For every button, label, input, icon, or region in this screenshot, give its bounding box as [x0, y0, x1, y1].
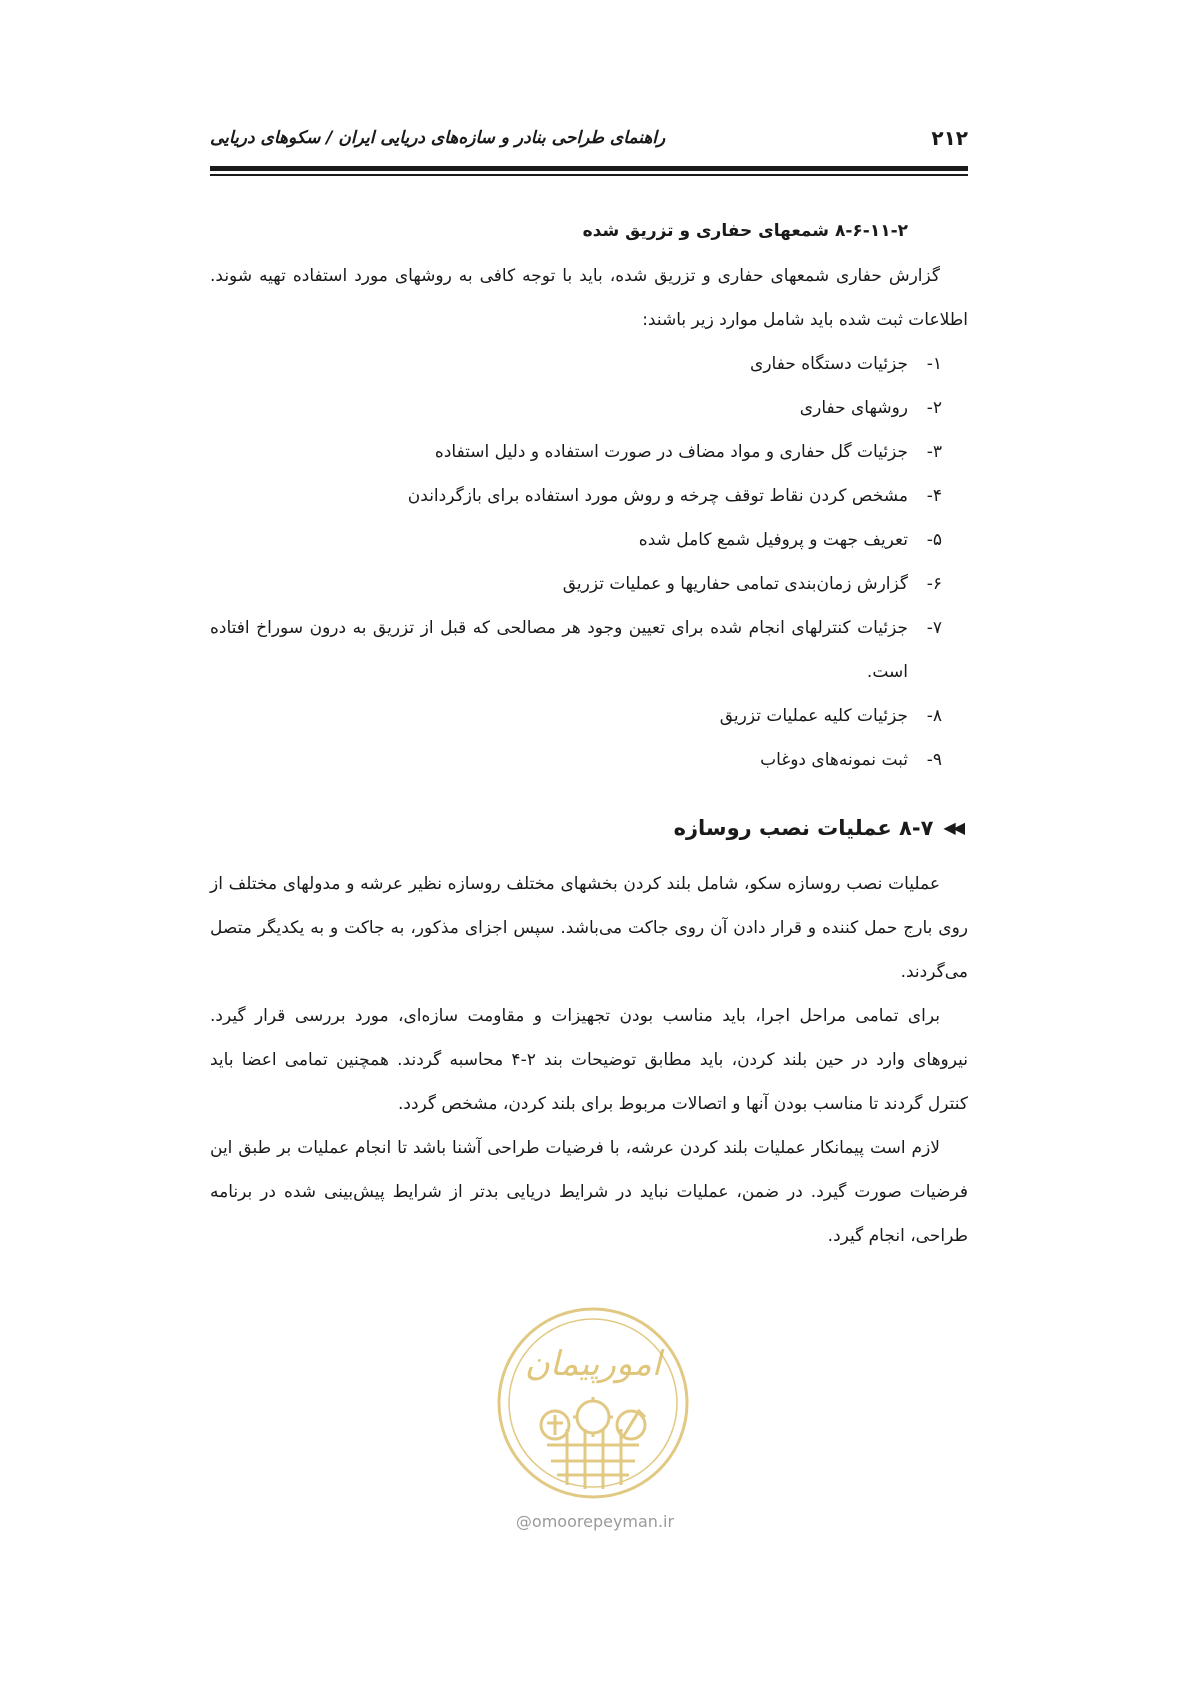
drilling-record-list — [210, 342, 968, 782]
list-item-text: جزئیات دستگاه حفاری — [750, 354, 908, 374]
watermark-url: @omoorepeyman.ir — [515, 1512, 675, 1531]
list-item-text: گزارش زمان‌بندی تمامی حفاریها و عملیات تزریق — [562, 574, 908, 594]
body-paragraph: برای تمامی مراحل اجرا، باید مناسب بودن تجهیزات و مقاومت سازه‌ای، مورد بررسی قرار گیرد. نیروهای وارد در حین بلند کردن، باید مطابق توضیحات بند ۲-۴ محاسبه گردند. همچنین تمامی اعضا باید کنترل گردند تا مناسب بودن آنها و اتصالات مربوط برای بلند کردن، مشخص گردد. — [210, 1006, 969, 1114]
body-paragraph: لازم است پیمانکار عملیات بلند کردن عرشه، با فرضیات طراحی آشنا باشد تا انجام عملیات بر طبق این فرضیات صورت گیرد. در ضمن، عملیات نباید در شرایط دریایی بدتر از شرایط پیش‌بینی شده در برنامه طراحی، انجام گیرد. — [210, 1138, 968, 1246]
body-paragraph: عملیات نصب روسازه سکو، شامل بلند کردن بخشهای مختلف روسازه نظیر عرشه و مدولهای مختلف از روی بارج حمل کننده و قرار دادن آن روی جاکت می‌باشد. سپس اجزای مذکور، به جاکت و به یکدیگر متصل می‌گردند. — [210, 874, 968, 982]
double-arrow-icon: ◀◀ — [943, 818, 962, 837]
list-item-text: ثبت نمونه‌های دوغاب — [760, 750, 908, 770]
list-item-text: روشهای حفاری — [799, 398, 908, 418]
watermark-logo-stamp — [495, 1305, 691, 1501]
page-number: ۲۱۲ — [931, 126, 968, 150]
list-item-number: ۱- — [926, 354, 942, 374]
list-item-number: ۵- — [926, 530, 942, 550]
watermark-logo-text: امورپیمان — [524, 1344, 662, 1384]
list-item-text: جزئیات گل حفاری و مواد مضاف در صورت استفاده و دلیل استفاده — [434, 442, 908, 462]
list-item — [210, 474, 968, 518]
list-item-number: ۲- — [926, 398, 942, 418]
list-item-number: ۷- — [926, 618, 942, 638]
header-rule-thin — [210, 174, 968, 176]
running-title: راهنمای طراحی بنادر و سازه‌های دریایی ایران / سکوهای دریایی — [210, 128, 666, 148]
list-item-text: جزئیات کلیه عملیات تزریق — [719, 706, 908, 726]
list-item-number: ۶- — [926, 574, 942, 594]
list-item-number: ۴- — [926, 486, 942, 506]
page-content — [210, 212, 968, 1258]
list-item — [210, 738, 968, 782]
list-item-text: مشخص کردن نقاط توقف چرخه و روش مورد استفاده برای بازگرداندن — [407, 486, 908, 506]
list-item — [210, 518, 968, 562]
section-heading-topside-installation — [210, 808, 968, 848]
list-item-number: ۸- — [926, 706, 942, 726]
list-item — [210, 694, 968, 738]
watermark-logo-icon — [495, 1305, 691, 1501]
list-item — [210, 342, 968, 386]
list-item-text: جزئیات کنترلهای انجام شده برای تعیین وجود هر مصالحی که قبل از تزریق به درون سوراخ افتاده است. — [210, 618, 908, 682]
list-item — [210, 386, 968, 430]
page-header — [210, 126, 968, 158]
list-item-text: تعریف جهت و پروفیل شمع کامل شده — [638, 530, 908, 550]
list-item — [210, 606, 968, 694]
section-heading-text: ۸-۷ عملیات نصب روسازه — [673, 816, 934, 840]
list-item — [210, 430, 968, 474]
list-item-number: ۹- — [926, 750, 942, 770]
intro-paragraph: گزارش حفاری شمعهای حفاری و تزریق شده، باید با توجه کافی به روشهای مورد استفاده تهیه شوند. اطلاعات ثبت شده باید شامل موارد زیر باشند: — [210, 266, 968, 330]
header-rule-thick — [210, 166, 968, 171]
list-item-number: ۳- — [926, 442, 942, 462]
list-item — [210, 562, 968, 606]
section-heading-drilled-piles: ۸-۶-۱۱-۲ شمعهای حفاری و تزریق شده — [582, 221, 908, 241]
